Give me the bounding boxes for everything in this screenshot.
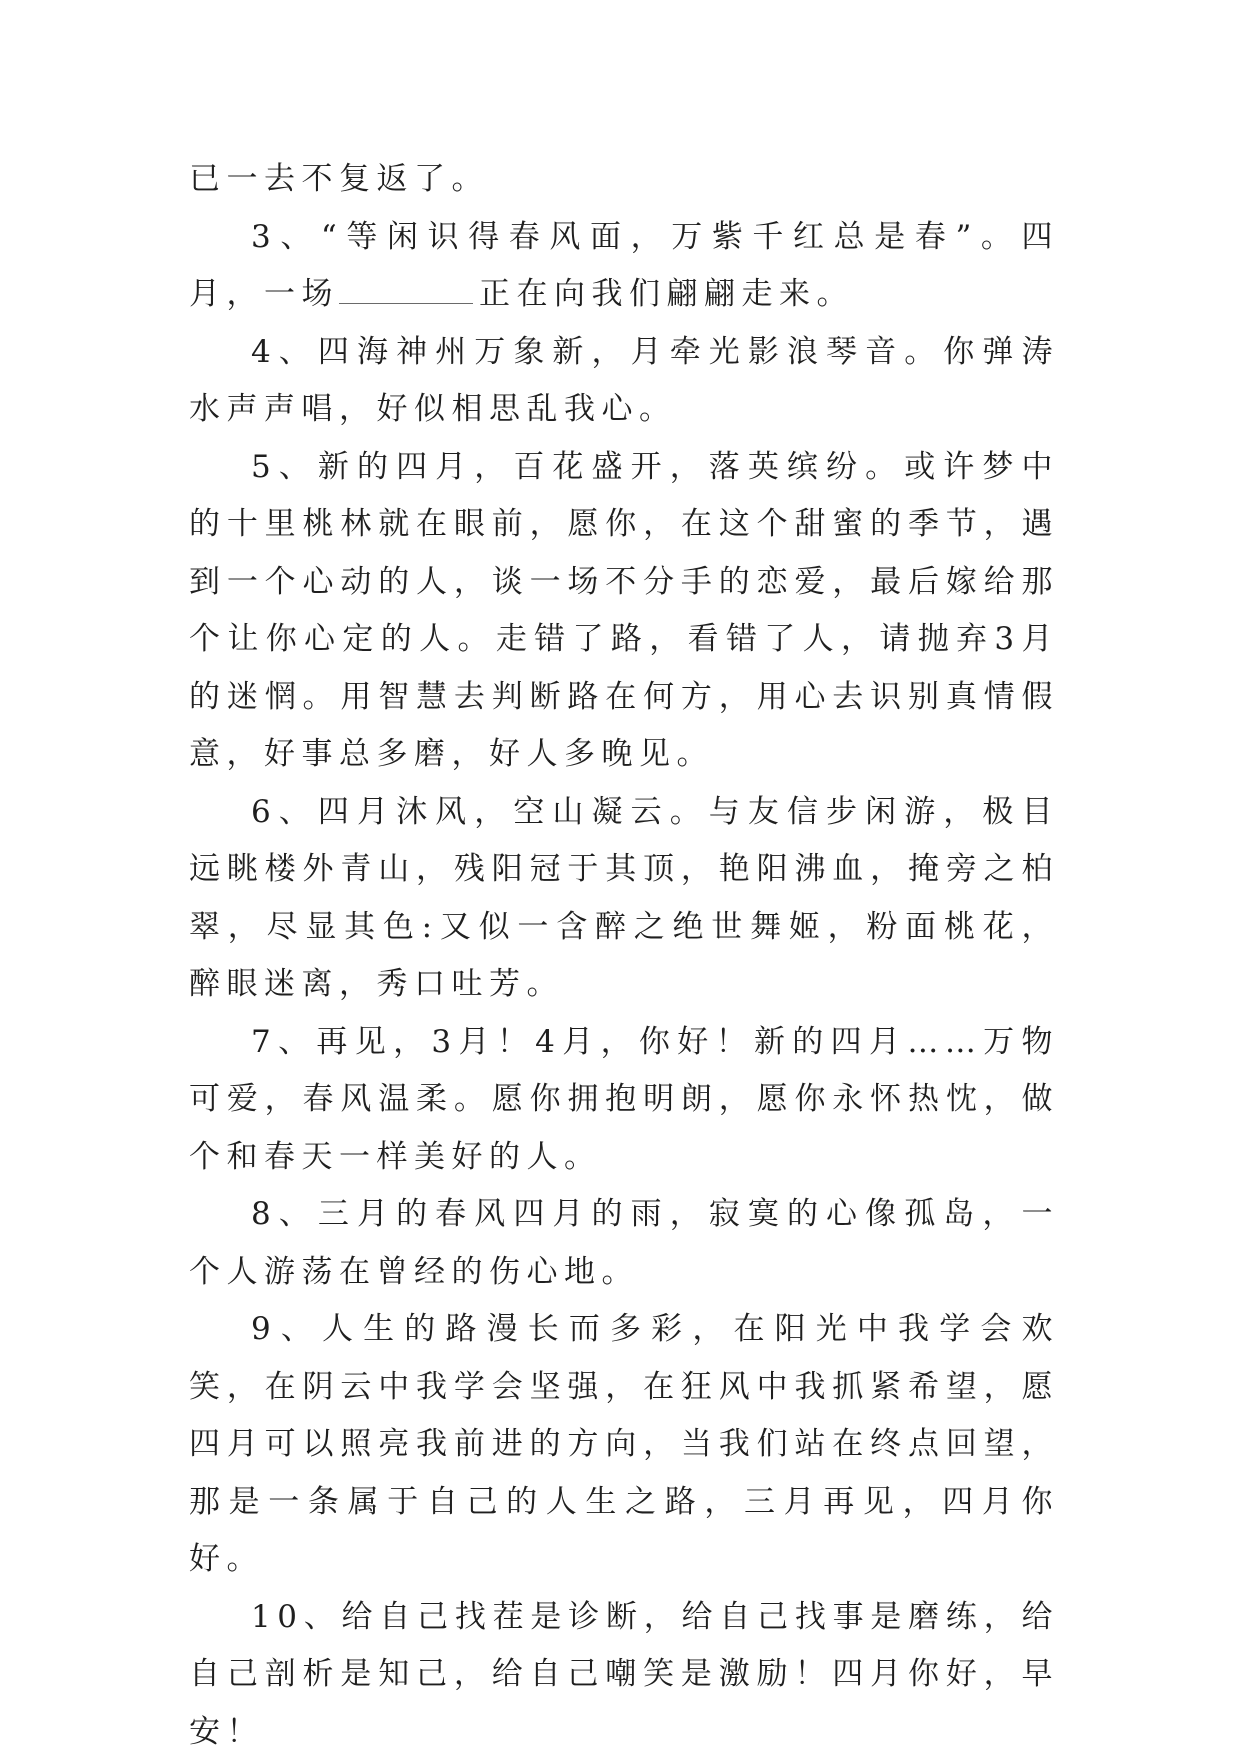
item-3-text-before: 3、“等闲识得春风面，万紫千红总是春”。四月，一场 [189,219,1059,313]
item-9-paragraph: 9、人生的路漫长而多彩，在阳光中我学会欢笑，在阴云中我学会坚强，在狂风中我抓紧希望，愿四月可以照亮我前进的方向，当我们站在终点回望，那是一条属于自己的人生之路，三月再见，四月你好。 [189,1301,1059,1589]
continuation-paragraph: 已一去不复返了。 [189,151,1059,209]
item-5-paragraph: 5、新的四月，百花盛开，落英缤纷。或许梦中的十里桃林就在眼前，愿你，在这个甜蜜的季节，遇到一个心动的人，谈一场不分手的恋爱，最后嫁给那个让你心定的人。走错了路，看错了人，请抛弃3月的迷惘。用智慧去判断路在何方，用心去识别真情假意，好事总多磨，好人多晚见。 [189,439,1059,784]
item-8-paragraph: 8、三月的春风四月的雨，寂寞的心像孤岛，一个人游荡在曾经的伤心地。 [189,1186,1059,1301]
item-3-paragraph [189,209,1059,324]
item-4-paragraph: 4、四海神州万象新，月牵光影浪琴音。你弹涛水声声唱，好似相思乱我心。 [189,324,1059,439]
item-6-paragraph: 6、四月沐风，空山凝云。与友信步闲游，极目远眺楼外青山，残阳冠于其顶，艳阳沸血，掩旁之柏翠，尽显其色:又似一含醉之绝世舞姬，粉面桃花，醉眼迷离，秀口吐芳。 [189,784,1059,1014]
item-7-paragraph: 7、再见，3月！4月，你好！新的四月……万物可爱，春风温柔。愿你拥抱明朗，愿你永怀热忱，做个和春天一样美好的人。 [189,1014,1059,1187]
item-10-paragraph: 10、给自己找茬是诊断，给自己找事是磨练，给自己剖析是知己，给自己嘲笑是激励！四月你好，早安！ [189,1589,1059,1761]
fill-in-blank [339,269,473,304]
item-3-text-after: 正在向我们翩翩走来。 [479,276,854,312]
document-body [189,151,1059,1761]
